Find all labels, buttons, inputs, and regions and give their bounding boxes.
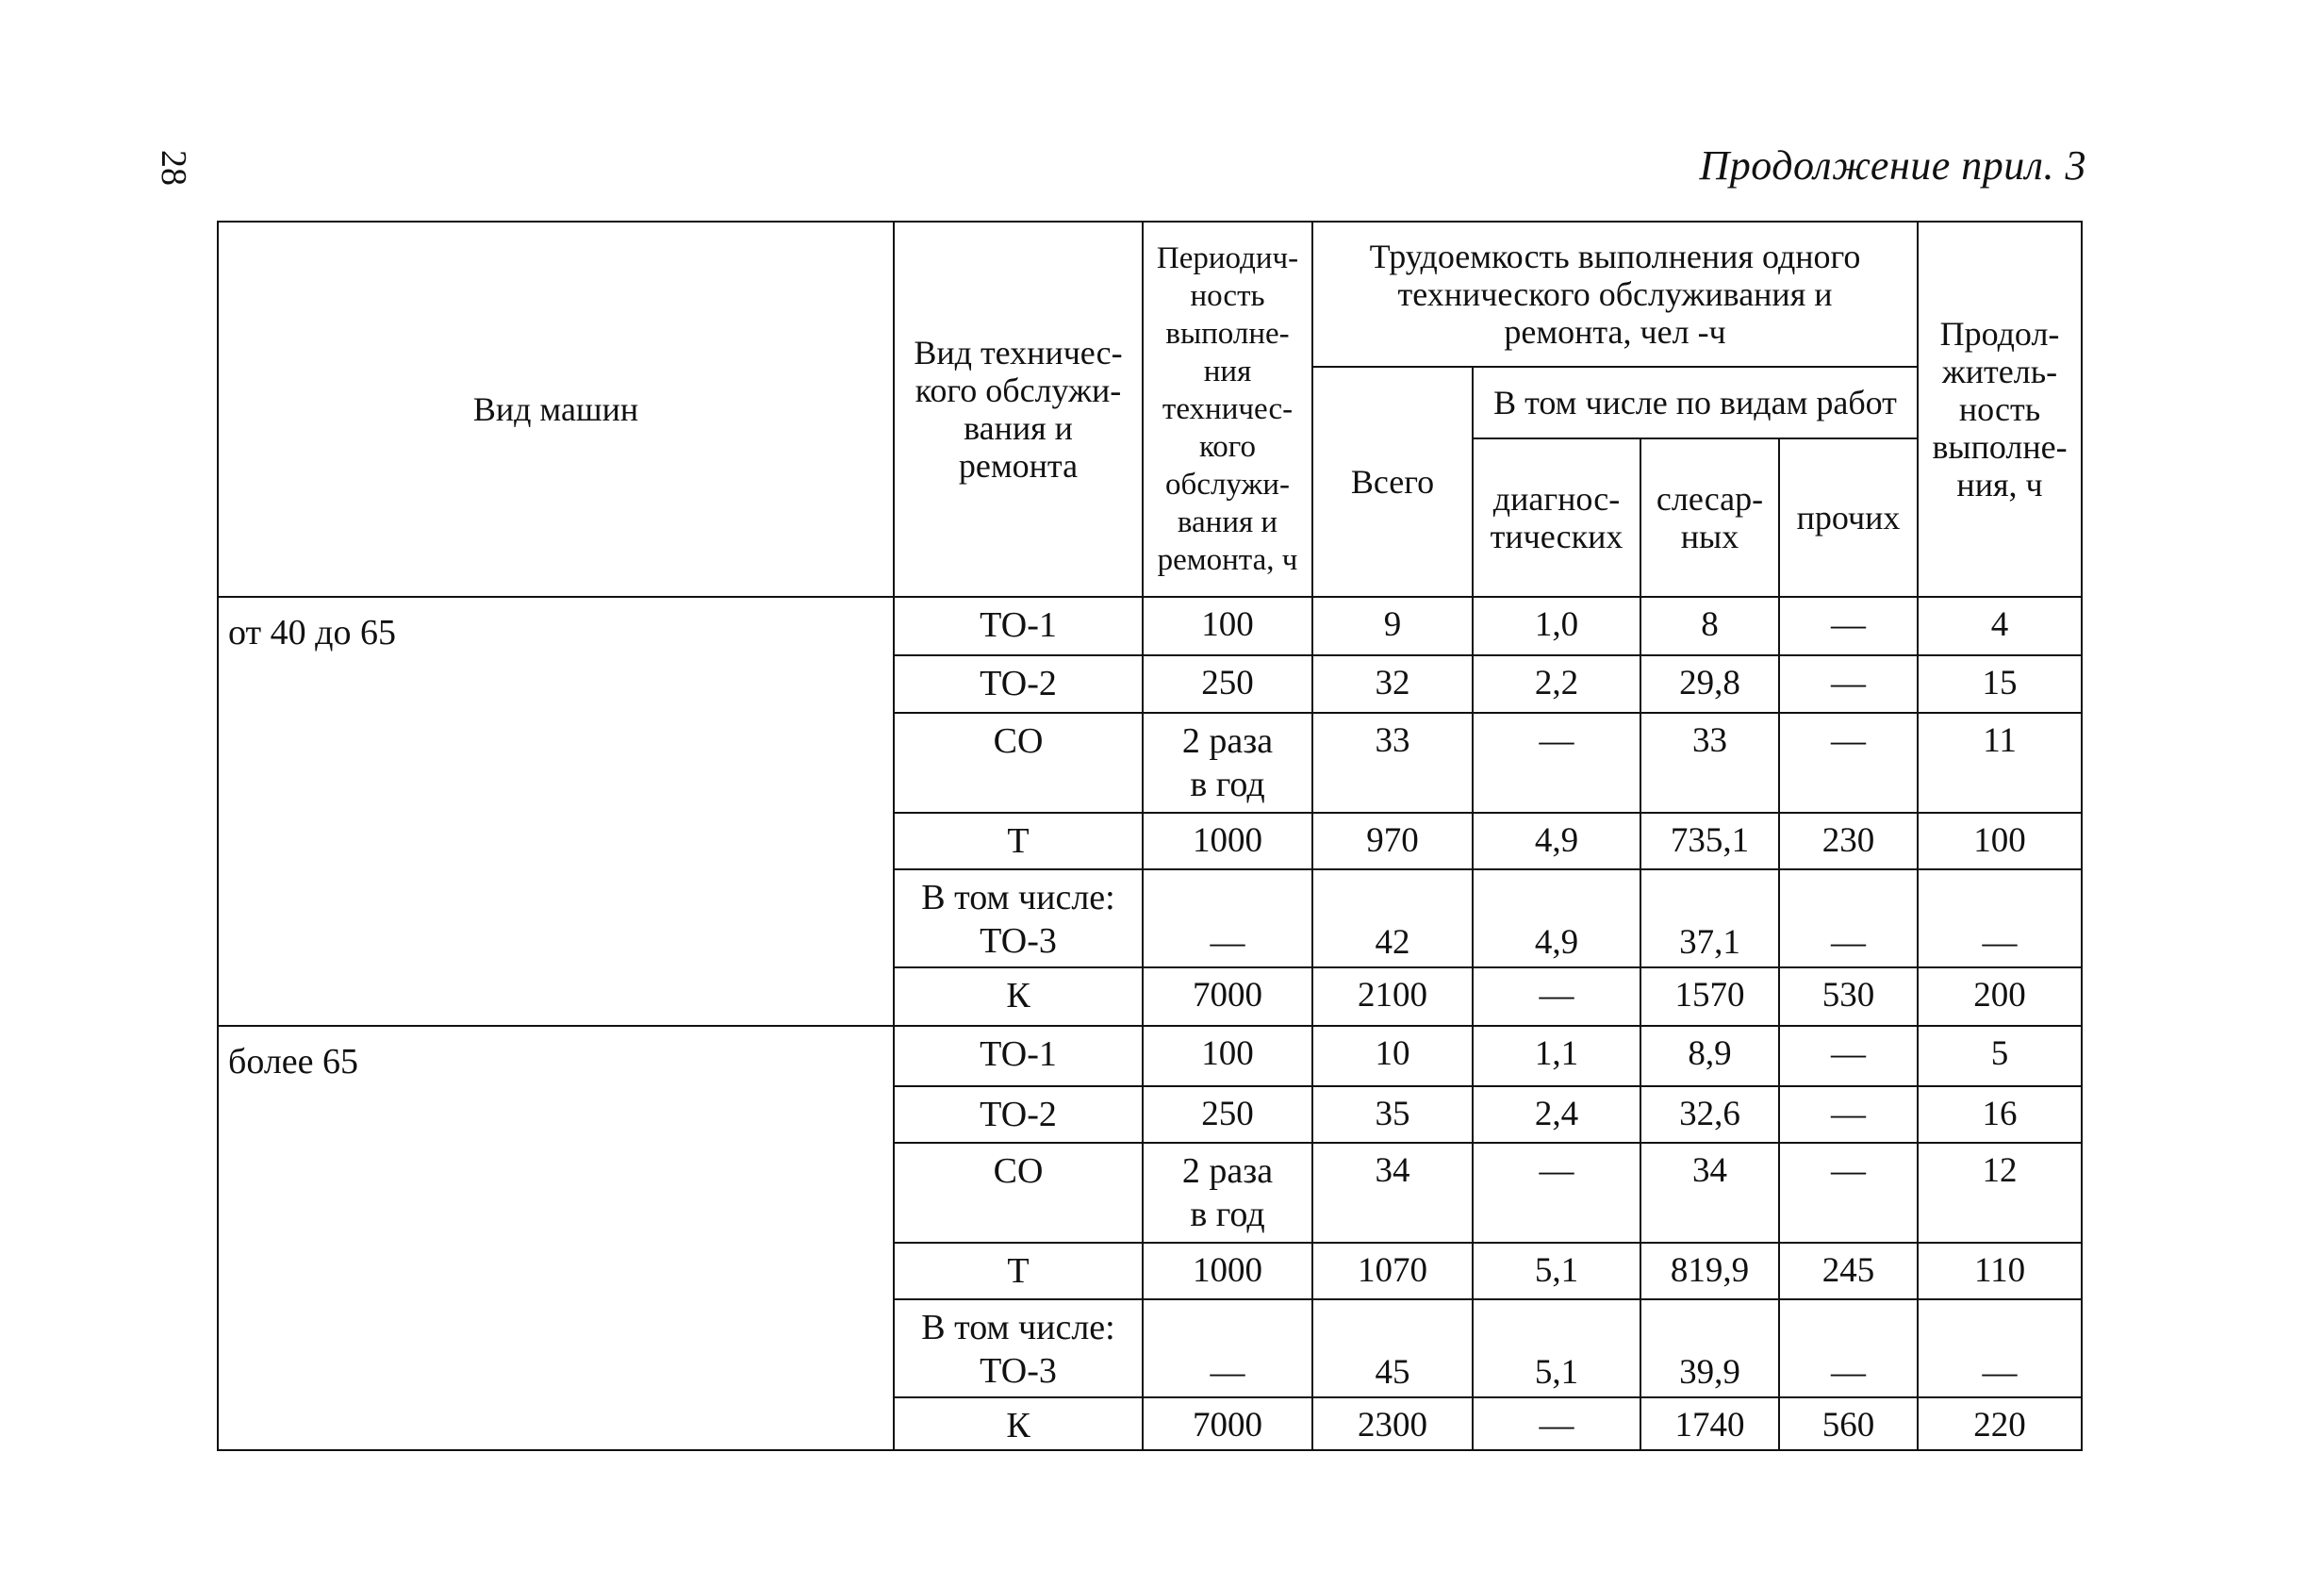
cell-fitter: 8,9 (1640, 1026, 1779, 1086)
cell-diag: — (1473, 967, 1640, 1026)
cell-kind: ТО-1 (894, 597, 1143, 655)
cell-fitter: 37,1 (1640, 869, 1779, 967)
cell-kind: К (894, 1397, 1143, 1450)
cell-other: — (1779, 655, 1918, 713)
cell-period: 250 (1143, 1086, 1312, 1143)
cell-kind: СО (894, 713, 1143, 813)
cell-other: — (1779, 1299, 1918, 1397)
cell-diag: — (1473, 713, 1640, 813)
cell-kind: СО (894, 1143, 1143, 1243)
cell-total: 32 (1312, 655, 1473, 713)
cell-period: 100 (1143, 1026, 1312, 1086)
cell-total: 45 (1312, 1299, 1473, 1397)
cell-fitter: 39,9 (1640, 1299, 1779, 1397)
cell-total: 970 (1312, 813, 1473, 869)
cell-kind (894, 869, 1143, 967)
cell-fitter: 1570 (1640, 967, 1779, 1026)
cell-duration: 16 (1918, 1086, 2082, 1143)
kind-label: ТО-3 (980, 1351, 1057, 1391)
header-total: Всего (1312, 367, 1473, 597)
cell-kind: К (894, 967, 1143, 1026)
cell-other: 245 (1779, 1243, 1918, 1299)
cell-total: 35 (1312, 1086, 1473, 1143)
cell-duration: 100 (1918, 813, 2082, 869)
header-diagnostic: диагнос- тических (1473, 438, 1640, 597)
cell-kind: Т (894, 1243, 1143, 1299)
cell-other: — (1779, 597, 1918, 655)
cell-diag: 1,0 (1473, 597, 1640, 655)
cell-period: 2 раза в год (1143, 1143, 1312, 1243)
cell-fitter: 34 (1640, 1143, 1779, 1243)
cell-diag: 2,4 (1473, 1086, 1640, 1143)
cell-duration: 15 (1918, 655, 2082, 713)
cell-diag: 5,1 (1473, 1299, 1640, 1397)
cell-other: — (1779, 1086, 1918, 1143)
cell-total: 42 (1312, 869, 1473, 967)
cell-other: — (1779, 713, 1918, 813)
cell-fitter: 8 (1640, 597, 1779, 655)
cell-duration: — (1918, 1299, 2082, 1397)
header-machine-type: Вид машин (218, 222, 894, 597)
table-row (218, 597, 2082, 655)
cell-duration: 12 (1918, 1143, 2082, 1243)
continuation-caption: Продолжение прил. 3 (1699, 142, 2086, 189)
cell-kind: Т (894, 813, 1143, 869)
header-other: прочих (1779, 438, 1918, 597)
cell-diag: — (1473, 1397, 1640, 1450)
cell-period: 7000 (1143, 1397, 1312, 1450)
cell-diag: 4,9 (1473, 869, 1640, 967)
cell-period: 1000 (1143, 813, 1312, 869)
cell-period: 2 раза в год (1143, 713, 1312, 813)
cell-diag: 2,2 (1473, 655, 1640, 713)
cell-period: 1000 (1143, 1243, 1312, 1299)
cell-other: — (1779, 869, 1918, 967)
cell-kind (894, 1299, 1143, 1397)
group-name: более 65 (218, 1026, 894, 1450)
header-labor: Трудоемкость выполнения одного технического обслуживания и ремонта, чел -ч (1312, 222, 1918, 367)
group-name: от 40 до 65 (218, 597, 894, 1026)
cell-other: — (1779, 1026, 1918, 1086)
cell-period: — (1143, 869, 1312, 967)
header-service-type: Вид техничес- кого обслужи- вания и ремонта (894, 222, 1143, 597)
cell-fitter: 1740 (1640, 1397, 1779, 1450)
cell-diag: 4,9 (1473, 813, 1640, 869)
kind-prefix: В том числе: (921, 878, 1115, 917)
cell-total: 34 (1312, 1143, 1473, 1243)
cell-total: 2300 (1312, 1397, 1473, 1450)
cell-other: 230 (1779, 813, 1918, 869)
cell-duration: 110 (1918, 1243, 2082, 1299)
table-row (218, 1026, 2082, 1086)
cell-other: 530 (1779, 967, 1918, 1026)
cell-period: 100 (1143, 597, 1312, 655)
maintenance-table (217, 221, 2083, 1451)
page-number: 28 (154, 150, 193, 186)
cell-total: 2100 (1312, 967, 1473, 1026)
cell-kind: ТО-2 (894, 1086, 1143, 1143)
cell-fitter: 29,8 (1640, 655, 1779, 713)
cell-period: — (1143, 1299, 1312, 1397)
cell-total: 1070 (1312, 1243, 1473, 1299)
cell-kind: ТО-1 (894, 1026, 1143, 1086)
cell-duration: 11 (1918, 713, 2082, 813)
cell-period: 7000 (1143, 967, 1312, 1026)
cell-total: 9 (1312, 597, 1473, 655)
cell-duration: 4 (1918, 597, 2082, 655)
cell-fitter: 735,1 (1640, 813, 1779, 869)
cell-total: 10 (1312, 1026, 1473, 1086)
cell-kind: ТО-2 (894, 655, 1143, 713)
cell-diag: 5,1 (1473, 1243, 1640, 1299)
kind-label: ТО-3 (980, 921, 1057, 961)
header-duration: Продол- житель- ность выполне- ния, ч (1918, 222, 2082, 597)
cell-fitter: 33 (1640, 713, 1779, 813)
cell-other: 560 (1779, 1397, 1918, 1450)
header-periodicity: Периодич- ность выполне- ния техничес- кого обслужи- вания и ремонта, ч (1143, 222, 1312, 597)
cell-fitter: 819,9 (1640, 1243, 1779, 1299)
cell-other: — (1779, 1143, 1918, 1243)
cell-diag: 1,1 (1473, 1026, 1640, 1086)
cell-duration: 5 (1918, 1026, 2082, 1086)
kind-prefix: В том числе: (921, 1308, 1115, 1347)
cell-fitter: 32,6 (1640, 1086, 1779, 1143)
cell-total: 33 (1312, 713, 1473, 813)
cell-duration: 200 (1918, 967, 2082, 1026)
header-fitter: слесар- ных (1640, 438, 1779, 597)
cell-duration: 220 (1918, 1397, 2082, 1450)
cell-period: 250 (1143, 655, 1312, 713)
header-by-work-type: В том числе по видам работ (1473, 367, 1918, 438)
cell-diag: — (1473, 1143, 1640, 1243)
cell-duration: — (1918, 869, 2082, 967)
